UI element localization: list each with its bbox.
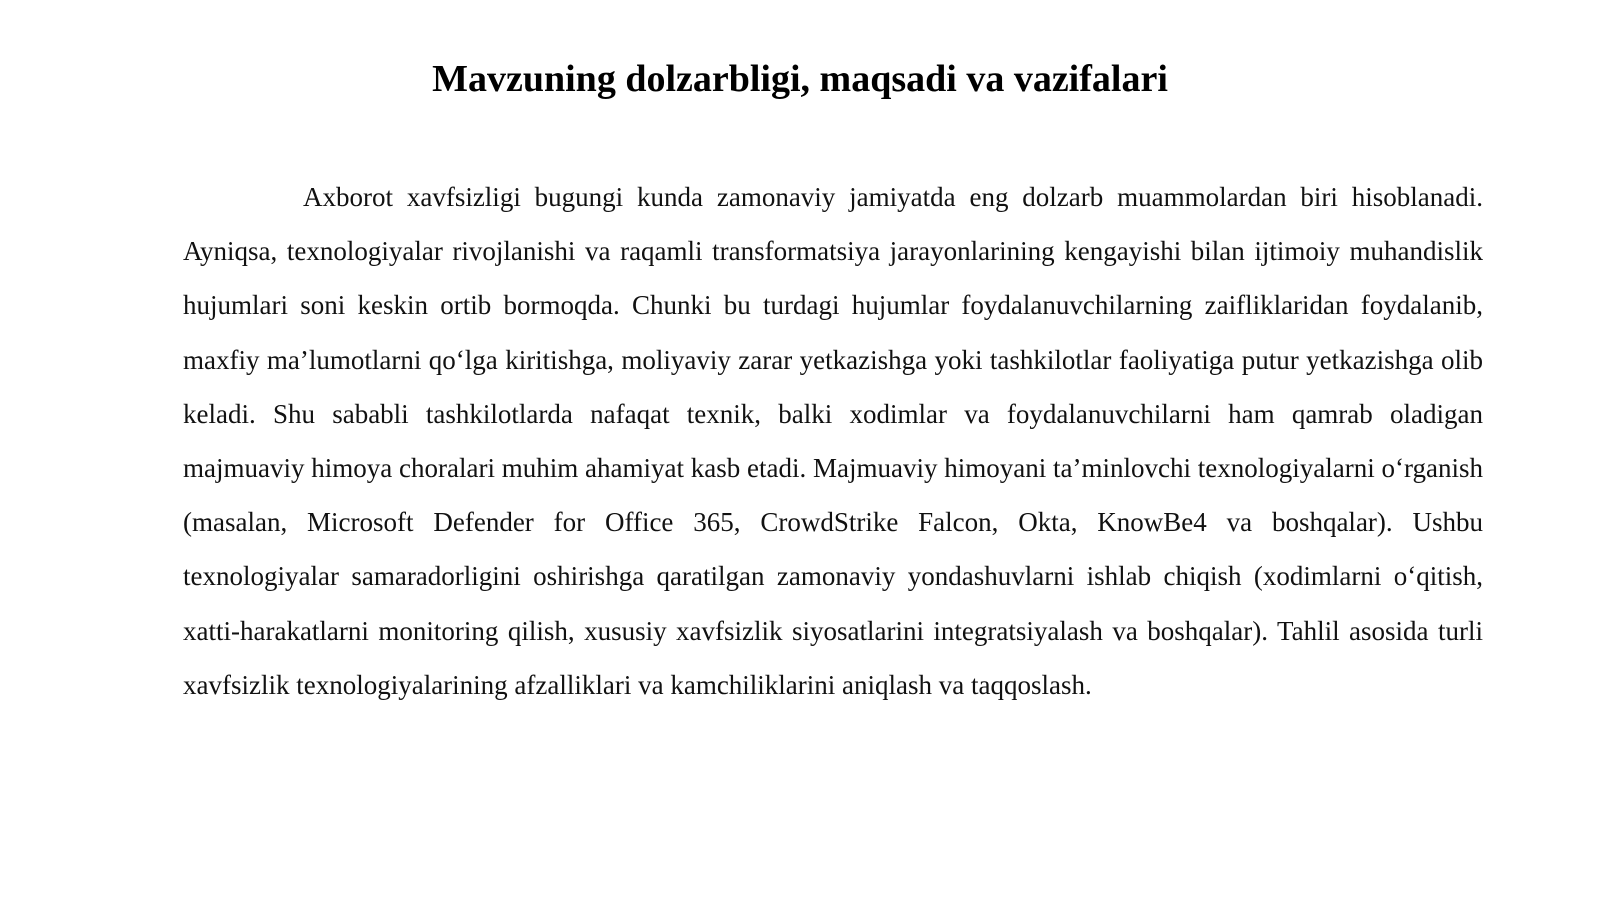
slide-title: Mavzuning dolzarbligi, maqsadi va vazifalari [432,58,1168,100]
body-paragraph: Axborot xavfsizligi bugungi kunda zamonaviy jamiyatda eng dolzarb muammolardan biri hisoblanadi. Ayniqsa, texnologiyalar rivojlanishi va raqamli transformatsiya jarayonlarining kengayishi bilan ijtimoiy muhandislik hujumlari soni keskin ortib bormoqda. Chunki bu turdagi hujumlar foydalanuvchilarning zaifliklaridan foydalanib, maxfiy ma’lumotlarni qo‘lga kiritishga, moliyaviy zarar yetkazishga yoki tashkilotlar faoliyatiga putur yetkazishga olib keladi. Shu sababli tashkilotlarda nafaqat texnik, balki xodimlar va foydalanuvchilarni ham qamrab oladigan majmuaviy himoya choralari muhim ahamiyat kasb etadi. Majmuaviy himoyani ta’minlovchi texnologiyalarni o‘rganish (masalan, Microsoft Defender for Office 365, CrowdStrike Falcon, Okta, KnowBe4 va boshqalar). Ushbu texnologiyalar samaradorligini oshirishga qaratilgan zamonaviy yondashuvlarni ishlab chiqish (xodimlarni o‘qitish, xatti-harakatlarni monitoring qilish, xususiy xavfsizlik siyosatlarini integratsiyalash va boshqalar). Tahlil asosida turli xavfsizlik texnologiyalarining afzalliklari va kamchiliklarini aniqlash va taqqoslash. [183,182,1483,700]
